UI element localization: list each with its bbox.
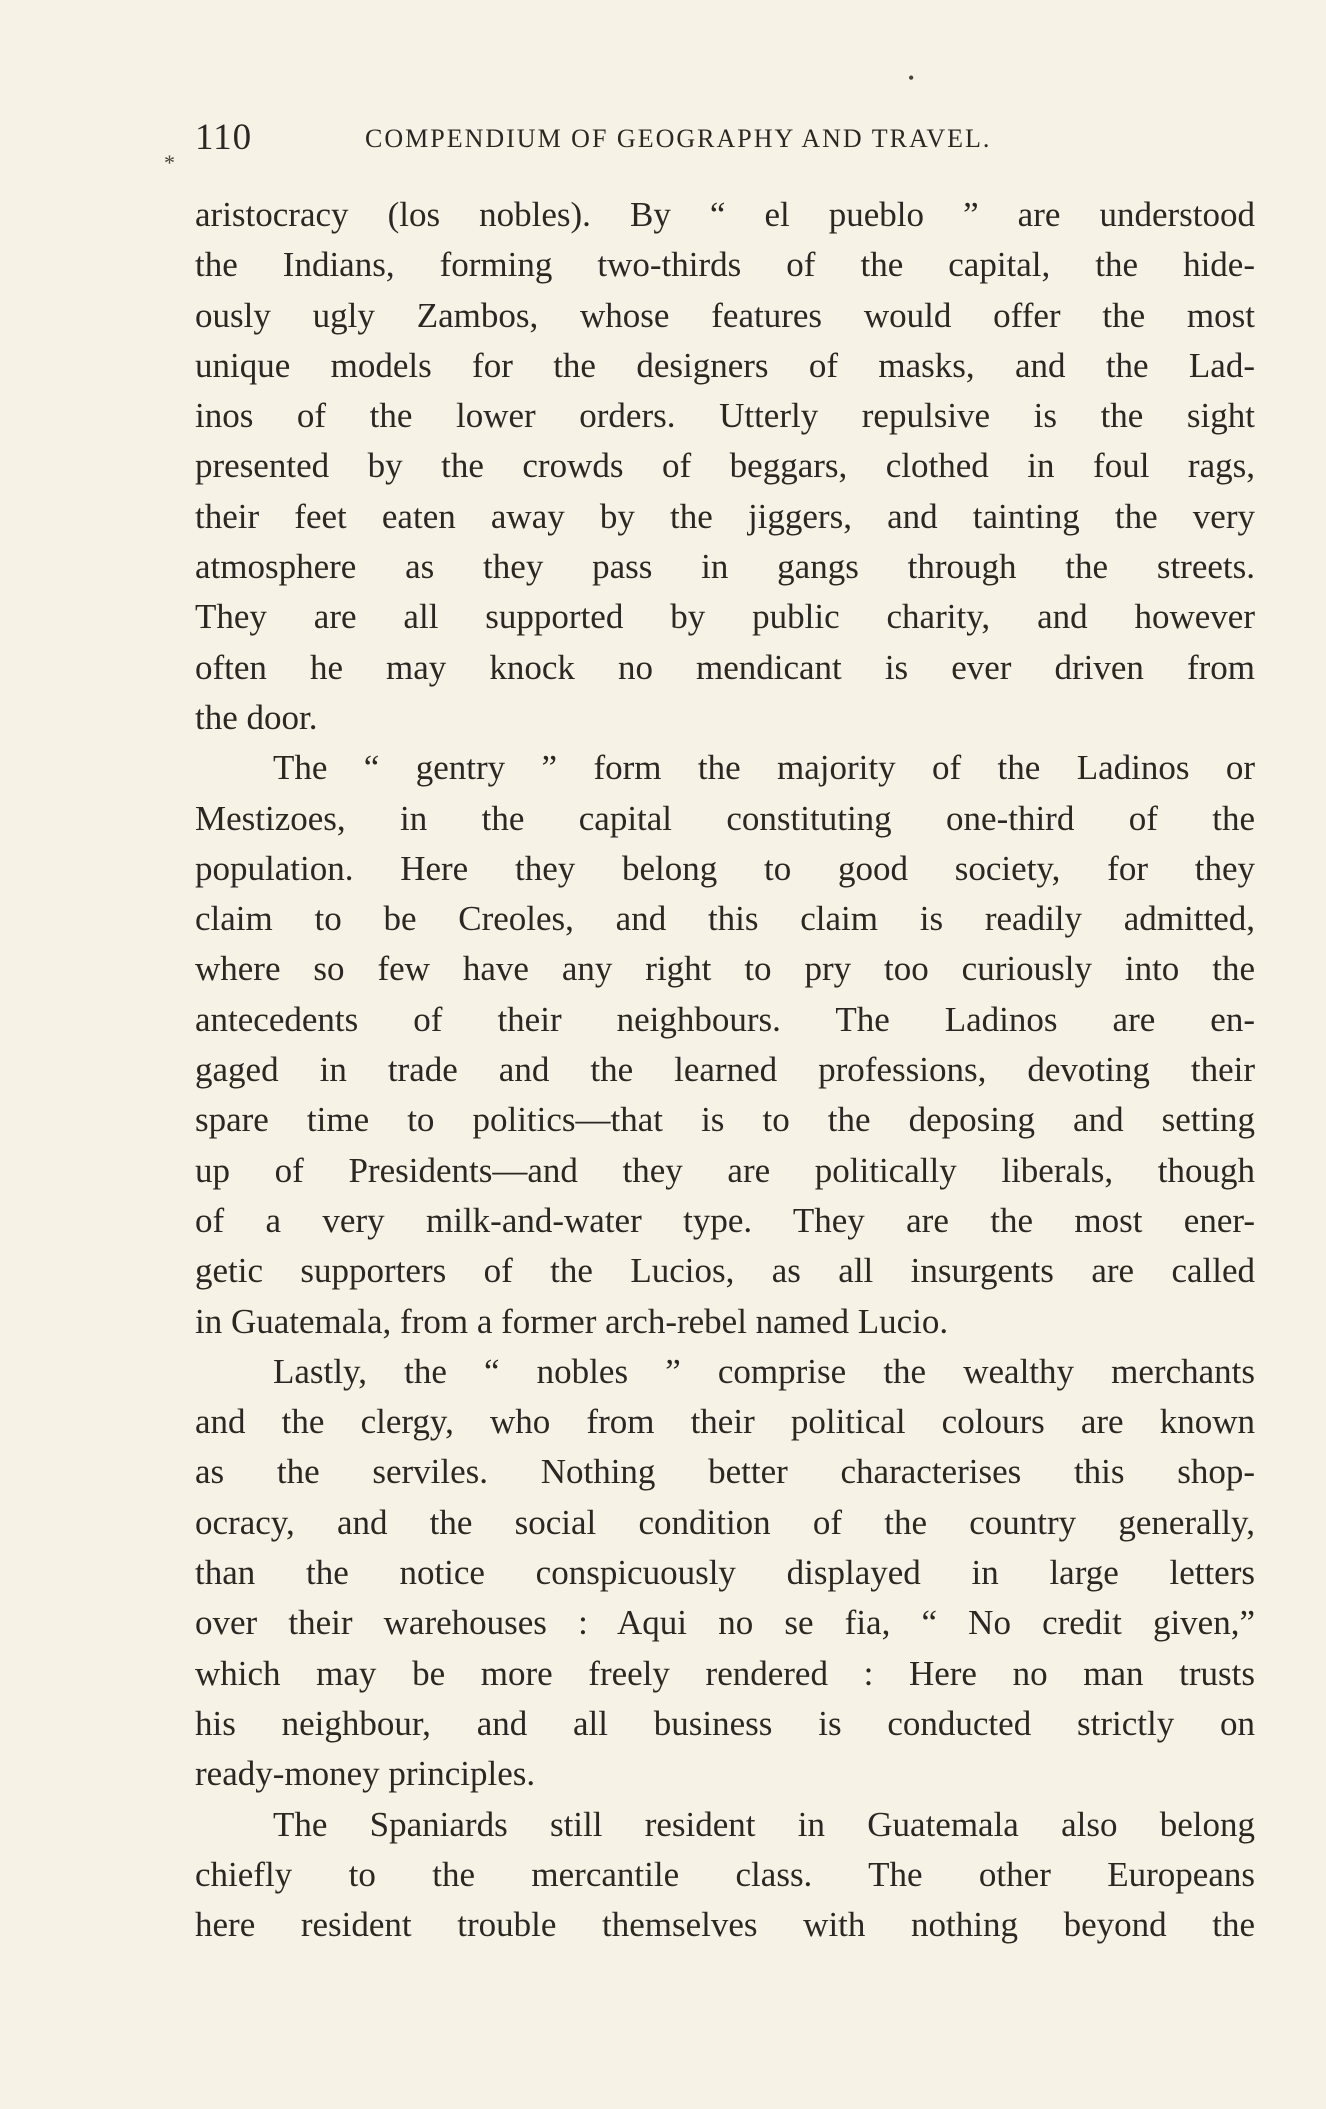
text-line: The “ gentry ” form the majority of the Ladinos or xyxy=(273,748,1255,788)
running-title: COMPENDIUM OF GEOGRAPHY AND TRAVEL. xyxy=(365,124,992,153)
text-line: antecedents of their neighbours. The Ladinos are en- xyxy=(195,999,1255,1039)
text-line: the Indians, forming two-thirds of the capital, the hide- xyxy=(195,245,1255,285)
text-line: their feet eaten away by the jiggers, and tainting the very xyxy=(195,496,1255,536)
text-line: presented by the crowds of beggars, clothed in foul rags, xyxy=(195,446,1255,486)
text-line: inos of the lower orders. Utterly repulsive is the sight xyxy=(195,396,1255,436)
page-header xyxy=(195,116,1255,166)
text-line: up of Presidents—and they are politically liberals, though xyxy=(195,1150,1255,1190)
text-line: where so few have any right to pry too curiously into the xyxy=(195,949,1255,989)
print-mark-left: * xyxy=(164,150,175,175)
text-line: over their warehouses : Aqui no se fia, “ No credit given,” xyxy=(195,1603,1255,1643)
page-number: 110 xyxy=(195,117,253,158)
text-line: aristocracy (los nobles). By “ el pueblo ” are understood xyxy=(195,195,1255,234)
text-line: spare time to politics—that is to the deposing and setting xyxy=(195,1100,1255,1140)
text-line: his neighbour, and all business is conducted strictly on xyxy=(195,1703,1255,1743)
text-line: which may be more freely rendered : Here no man trusts xyxy=(195,1653,1255,1693)
text-line: atmosphere as they pass in gangs through the streets. xyxy=(195,547,1255,587)
text-line: ously ugly Zambos, whose features would offer the most xyxy=(195,295,1255,335)
text-line: unique models for the designers of masks, and the Lad- xyxy=(195,345,1255,385)
text-line: gaged in trade and the learned professions, devoting their xyxy=(195,1050,1255,1090)
body-text xyxy=(195,190,1255,1950)
text-line: of a very milk-and-water type. They are the most ener- xyxy=(195,1200,1255,1240)
text-line: here resident trouble themselves with nothing beyond the xyxy=(195,1905,1255,1945)
text-line: Mestizoes, in the capital constituting one-third of the xyxy=(195,798,1255,838)
text-line: chiefly to the mercantile class. The other Europeans xyxy=(195,1854,1255,1894)
print-mark-top: • xyxy=(908,68,915,88)
text-line: and the clergy, who from their political colours are known xyxy=(195,1402,1255,1442)
text-line: getic supporters of the Lucios, as all insurgents are called xyxy=(195,1251,1255,1291)
text-line: as the serviles. Nothing better characterises this shop- xyxy=(195,1452,1255,1492)
text-line: claim to be Creoles, and this claim is readily admitted, xyxy=(195,899,1255,939)
text-line: the door. xyxy=(195,697,318,737)
text-line: ocracy, and the social condition of the country generally, xyxy=(195,1502,1255,1542)
text-line: in Guatemala, from a former arch-rebel named Lucio. xyxy=(195,1301,949,1341)
text-line: They are all supported by public charity, and however xyxy=(195,597,1255,637)
text-line: population. Here they belong to good society, for they xyxy=(195,848,1255,888)
text-line: than the notice conspicuously displayed in large letters xyxy=(195,1553,1255,1593)
text-line: The Spaniards still resident in Guatemala also belong xyxy=(273,1804,1255,1844)
text-line: ready-money principles. xyxy=(195,1754,536,1794)
text-line: often he may knock no mendicant is ever driven from xyxy=(195,647,1255,687)
text-line: Lastly, the “ nobles ” comprise the wealthy merchants xyxy=(273,1351,1255,1391)
